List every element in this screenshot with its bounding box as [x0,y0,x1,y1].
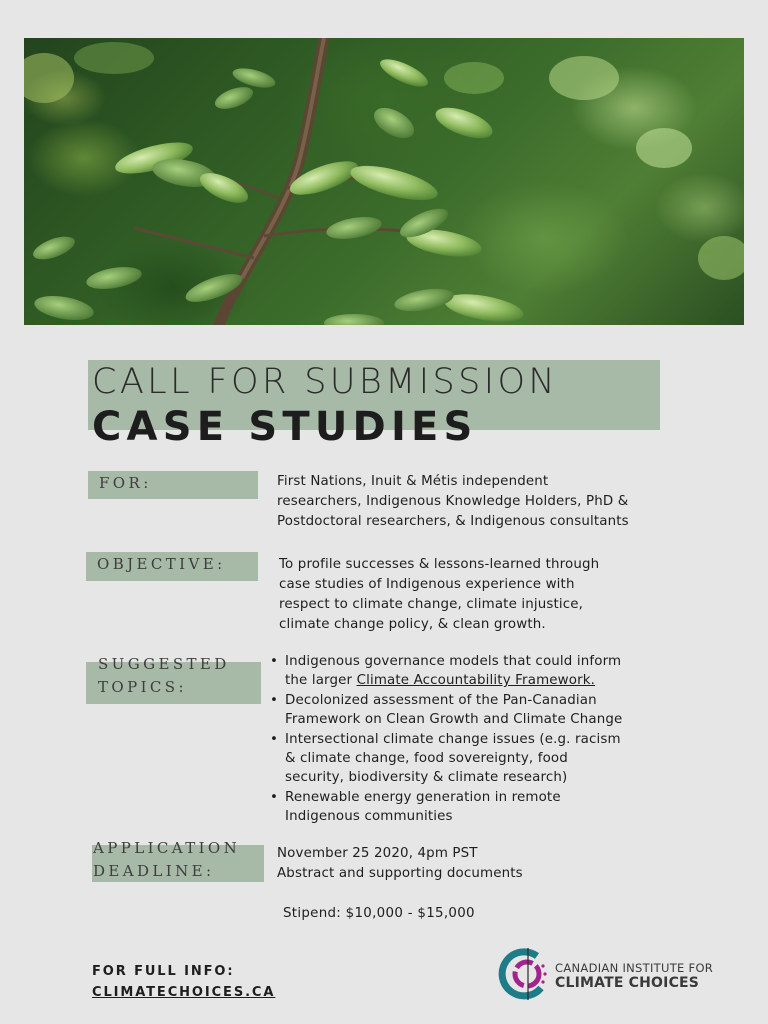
deadline-label-line2: DEADLINE: [93,862,215,880]
title-call-for-submission: CALL FOR SUBMISSION [92,362,558,402]
deadline-label-line1: APPLICATION [93,839,241,857]
for-label: FOR: [99,474,152,492]
for-line: Postdoctoral researchers, & Indigenous consultants [277,514,629,529]
topic-item: • Renewable energy generation in remote Indigenous communities [270,788,622,827]
topics-label-line2: TOPICS: [98,678,187,696]
deadline-text [277,844,523,884]
logo-text-line2: CLIMATE CHOICES [555,975,700,991]
objective-line: To profile successes & lessons-learned through [279,557,600,572]
full-info-label: FOR FULL INFO: [92,964,235,979]
topic-item: • Decolonized assessment of the Pan-Canadian Framework on Clean Growth and Climate Change [270,691,622,730]
for-line: First Nations, Inuit & Métis independent [277,474,549,489]
cicc-logo-mark-icon [497,946,553,1004]
suggested-topics-list [270,652,622,827]
foliage-illustration [24,38,744,325]
topics-label-line1: SUGGESTED [98,655,230,673]
for-line: researchers, Indigenous Knowledge Holders, PhD & [277,494,629,509]
full-info [92,961,275,1003]
stipend-text: Stipend: $10,000 - $15,000 [283,906,475,921]
climate-accountability-framework-link[interactable]: Climate Accountability Framework. [356,673,596,689]
for-text [277,472,629,532]
topic-item: • Intersectional climate change issues (e.g. racism & climate change, food sovereignty, food security, biodiversity & climate research) [270,730,622,788]
cicc-logo [497,946,737,1004]
hero-photo [24,38,744,325]
title-case-studies: CASE STUDIES [92,404,478,450]
topic-item: • Indigenous governance models that could inform the larger Climate Accountability Framework. [270,652,622,691]
objective-text [279,555,599,635]
website-link[interactable]: CLIMATECHOICES.CA [92,985,276,1000]
objective-line: case studies of Indigenous experience with [279,577,575,592]
deadline-requirements: Abstract and supporting documents [277,866,523,881]
deadline-date: November 25 2020, 4pm PST [277,846,478,861]
objective-label: OBJECTIVE: [97,555,226,573]
deadline-label [93,837,240,883]
objective-line: respect to climate change, climate injustice, [279,597,584,612]
logo-text-line1: CANADIAN INSTITUTE FOR [555,961,714,975]
topics-label [98,653,230,699]
objective-line: climate change policy, & clean growth. [279,617,546,632]
